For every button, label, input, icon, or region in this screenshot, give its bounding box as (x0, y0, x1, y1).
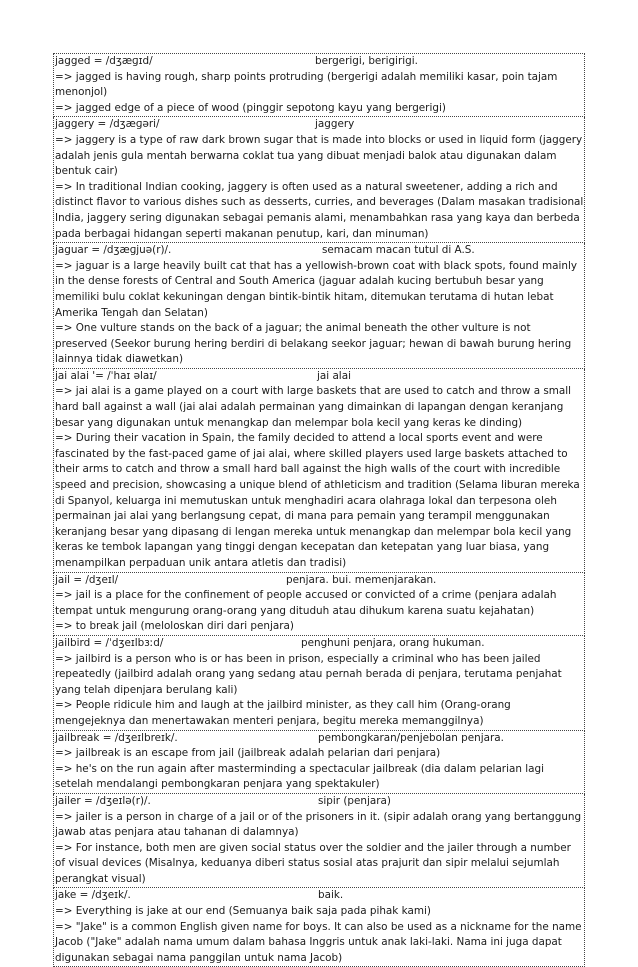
entry-line: => jailbird is a person who is or has been in prison, especially a criminal who has been jailed repeatedly (jailbird adalah orang yang sedang atau pernah berada di penjara, terutama penjahat yang telah dipenjara berulang kali) (55, 652, 562, 696)
headword: jai alai '= /ˈhaɪ əlaɪ/ (55, 369, 157, 382)
entry-line: => During their vacation in Spain, the family decided to attend a local sports event and were fascinated by the fast-paced game of jai alai, where skilled players used large baskets attached to their arms to catch and throw a small hard ball against the high walls of the court with incredible speed and precision, showcasing a unique blend of athleticism and tradition (Selama liburan mereka di Spanyol, keluarga ini memutuskan untuk menghadiri acara olahraga lokal dan terpesona oleh permainan jai alai yang berlangsung cepat, di mana para pemain yang terampil menggunakan keranjang besar yang dipasang di lengan mereka untuk menangkap dan melempar bola kecil yang keras ke tembok lapangan yang tinggi dengan kecepatan dan ketepatan yang luar biasa, yang menampilkan perpaduan unik antara atletis dan tradisi) (55, 432, 580, 569)
entry-line: => jagged is having rough, sharp points protruding (bergerigi adalah memiliki kasar, poin tajam menonjol) (55, 70, 558, 99)
dictionary-entry (53, 794, 585, 889)
entry-line: => to break jail (meloloskan diri dari penjara) (55, 620, 294, 633)
dictionary-entry (53, 888, 585, 967)
translation: penghuni penjara, orang hukuman. (301, 636, 485, 649)
dictionary-entry (53, 731, 585, 794)
entry-line: => For instance, both men are given social status over the soldier and the jailer through a number of visual devices (Misalnya, keduanya diberi status sosial atas prajurit dan sipir melalui sejumlah perangkat visual) (55, 841, 571, 885)
translation: pembongkaran/penjebolan penjara. (318, 731, 504, 744)
headword: jagged = /dʒæɡɪd/ (55, 55, 153, 67)
dictionary-entry (53, 636, 585, 731)
entry-header (54, 636, 584, 652)
entry-header (54, 369, 584, 385)
entry-header (54, 117, 584, 133)
headword: jake = /dʒeɪk/. (55, 889, 131, 902)
headword: jaggery = /dʒæɡəri/ (55, 118, 160, 131)
dictionary-entry (53, 53, 585, 117)
dictionary-page (53, 53, 585, 967)
translation: baik. (318, 889, 344, 902)
translation: jai alai (317, 369, 351, 382)
entry-line: => jagged edge of a piece of wood (pinggir sepotong kayu yang bergerigi) (55, 101, 446, 114)
entry-header (54, 888, 584, 904)
entry-line: => One vulture stands on the back of a jaguar; the animal beneath the other vulture is not preserved (Seekor burung hering berdiri di belakang seekor jaguar; hewan di bawah burung hering lainnya tidak diawetkan) (55, 322, 572, 366)
dictionary-entry (53, 369, 585, 573)
dictionary-entry (53, 573, 585, 636)
entry-line: => jaggery is a type of raw dark brown sugar that is made into blocks or used in liquid form (jaggery adalah jenis gula mentah berwarna coklat tua yang dibuat menjadi balok atau digunakan dalam bentuk cair) (55, 133, 583, 178)
entry-line: => jai alai is a game played on a court with large baskets that are used to catch and throw a small hard ball against a wall (jai alai adalah permainan yang dimainkan di lapangan dengan keranjang besar yang digunakan untuk menangkap dan melempar bola kecil yang keras ke dinding) (55, 385, 572, 429)
entry-line: => jail is a place for the confinement of people accused or convicted of a crime (penjara adalah tempat untuk mengurung orang-orang yang dituduh atau dihukum karena suatu kejahatan) (55, 589, 557, 617)
entry-header (54, 731, 584, 747)
entry-header (54, 243, 584, 259)
headword: jailbird = /ˈdʒeɪlbɜːd/ (55, 636, 164, 649)
entry-line: => jailbreak is an escape from jail (jailbreak adalah pelarian dari penjara) (55, 747, 441, 760)
dictionary-entry (53, 243, 585, 369)
entry-line: => People ridicule him and laugh at the jailbird minister, as they call him (Orang-orang mengejeknya dan menertawakan menteri penjara, begitu mereka memanggilnya) (55, 699, 511, 727)
entry-line: => In traditional Indian cooking, jaggery is often used as a natural sweetener, adding a rich and distinct flavor to various dishes such as desserts, curries, and beverages (Dalam masakan tradisional India, jaggery sering digunakan sebagai pemanis alami, menambahkan rasa yang kaya dan berbeda pada berbagai hidangan seperti makanan penutup, kari, dan minuman) (55, 180, 584, 240)
entry-header (54, 573, 584, 589)
entry-line: => jailer is a person in charge of a jail or of the prisoners in it. (sipir adalah orang yang bertanggung jawab atas penjara atau tahanan di dalamnya) (55, 810, 582, 839)
translation: bergerigi, berigirigi. (315, 55, 418, 67)
translation: jaggery (315, 118, 355, 131)
headword: jailbreak = /dʒeɪlbreɪk/. (55, 731, 178, 744)
entry-header (54, 794, 584, 810)
dictionary-entry (53, 117, 585, 243)
translation: semacam macan tutul di A.S. (322, 244, 475, 257)
entry-header (54, 54, 584, 70)
translation: penjara. bui. memenjarakan. (286, 573, 437, 586)
headword: jail = /dʒeɪl/ (55, 573, 119, 586)
translation: sipir (penjara) (318, 794, 391, 807)
headword: jailer = /dʒeɪlə(r)/. (55, 794, 151, 807)
entry-line: => Everything is jake at our end (Semuanya baik saja pada pihak kami) (55, 905, 431, 918)
headword: jaguar = /dʒæɡjuə(r)/. (55, 244, 172, 257)
entry-line: => jaguar is a large heavily built cat that has a yellowish-brown coat with black spots, found mainly in the dense forests of Central and South America (jaguar adalah kucing bertubuh besar yang memiliki bulu coklat kekuningan dengan bintik-bintik hitam, ditemukan terutama di hutan lebat Amerika Tengah dan Selatan) (55, 259, 578, 319)
entry-line: => "Jake" is a common English given name for boys. It can also be used as a nickname for the name Jacob ("Jake" adalah nama umum dalam bahasa Inggris untuk anak laki-laki. Nama ini juga dapat digunakan sebagai nama panggilan untuk nama Jacob) (55, 920, 582, 964)
entry-line: => he's on the run again after masterminding a spectacular jailbreak (dia dalam pelarian lagi setelah mendalangi pembongkaran penjara yang spektakuler) (55, 762, 544, 791)
